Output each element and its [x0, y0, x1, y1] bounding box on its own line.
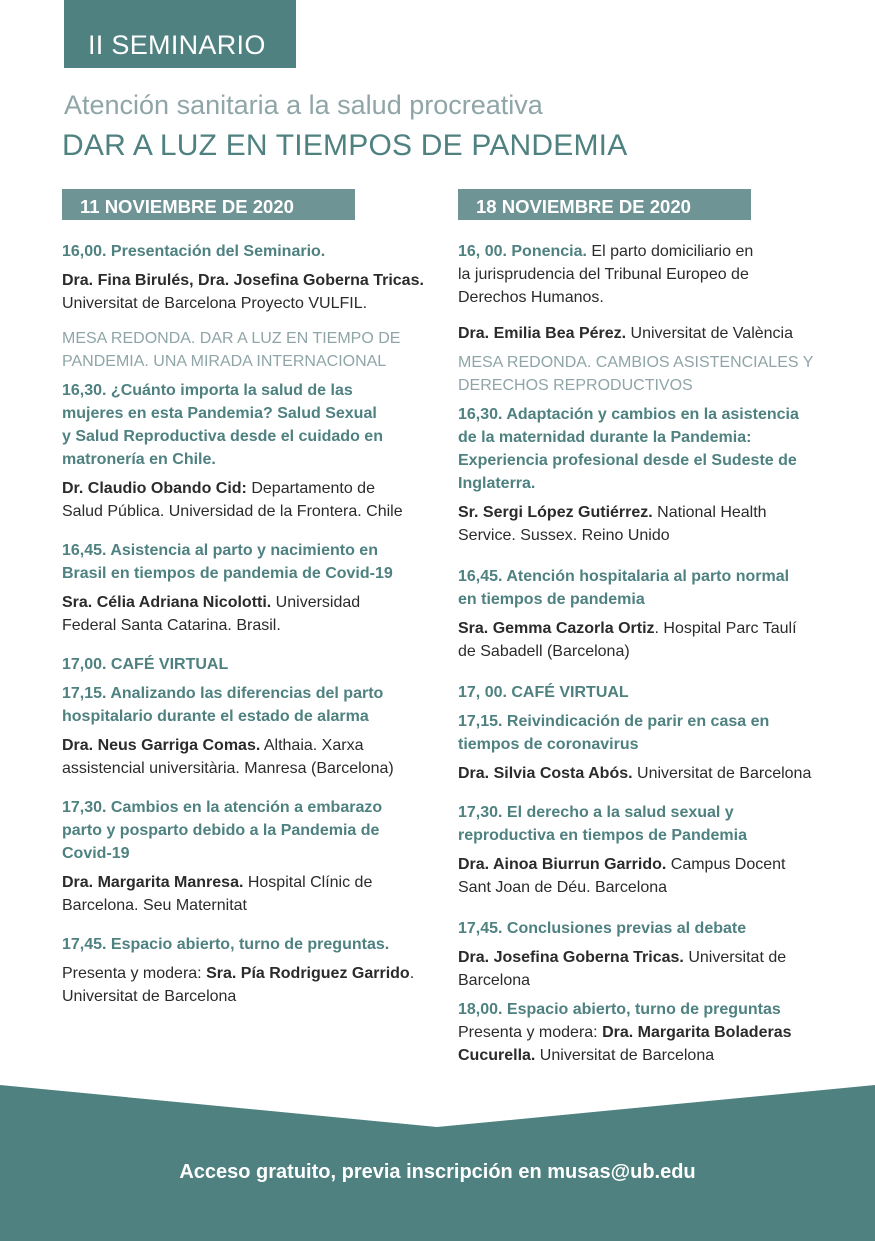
- session-hospitalaria: 16,45. Atención hospitalaria al parto normal en tiempos de pandemia Sra. Gemma Cazorla Ortiz. Hospital Parc Taulí de Sabadell (Barcelona): [458, 568, 797, 660]
- program-day2: [458, 240, 848, 1067]
- session-brasil: 16,45. Asistencia al parto y nacimiento en Brasil en tiempos de pandemia de Covid-19 Sra. Célia Adriana Nicolotti. Universidad Federal Santa Catarina. Brasil.: [62, 542, 393, 634]
- program-day1: [62, 240, 442, 1008]
- round-table-heading: MESA REDONDA. CAMBIOS ASISTENCIALES Y DERECHOS REPRODUCTIVOS: [458, 354, 814, 394]
- speaker-name: Sra. Célia Adriana Nicolotti.: [62, 594, 272, 611]
- session-coffee: 17,00. CAFÉ VIRTUAL: [62, 656, 229, 673]
- session-ponencia: 16, 00. Ponencia. El parto domiciliario en la jurisprudencia del Tribunal Europeo de Derechos Humanos. Dra. Emilia Bea Pérez. Universitat de València: [458, 243, 793, 342]
- session-coronavirus: 17,15. Reivindicación de parir en casa en tiempos de coronavirus Dra. Silvia Costa Abós. Universitat de Barcelona: [458, 713, 812, 782]
- session-coffee: 17, 00. CAFÉ VIRTUAL: [458, 684, 629, 701]
- session-inglaterra: 16,30. Adaptación y cambios en la asistencia de la maternidad durante la Pandemia: Experiencia profesional desde el Sudeste de Inglaterra. Sr. Sergi López Gutiérrez. National Health Service. Sussex. Reino Unido: [458, 406, 799, 544]
- speaker-name: Dr. Claudio Obando Cid:: [62, 480, 247, 497]
- date-bar-day2: 18 NOVIEMBRE DE 2020: [458, 189, 751, 220]
- session-chile: 16,30. ¿Cuánto importa la salud de las mujeres en esta Pandemia? Salud Sexual y Salud Reproductiva desde el cuidado en matronería en Chile. Dr. Claudio Obando Cid: Departamento de Salud Pública. Universidad de la Frontera. Chile: [62, 382, 403, 520]
- page-title: DAR A LUZ EN TIEMPOS DE PANDEMIA: [62, 129, 628, 162]
- speaker-name: Dra. Silvia Costa Abós.: [458, 765, 633, 782]
- page-subtitle: Atención sanitaria a la salud procreativa: [64, 90, 543, 120]
- speaker-name: Dra. Margarita Manresa.: [62, 874, 244, 891]
- registration-info: Acceso gratuito, previa inscripción en musas@ub.edu: [179, 1161, 696, 1183]
- session-conclusiones: 17,45. Conclusiones previas al debate Dra. Josefina Goberna Tricas. Universitat de Barcelona: [458, 920, 787, 989]
- speaker-name: Sra. Pía Rodriguez Garrido: [206, 965, 410, 982]
- session-derecho: 17,30. El derecho a la salud sexual y reproductiva en tiempos de Pandemia Dra. Ainoa Biurrun Garrido. Campus Docent Sant Joan de Déu. Barcelona: [458, 804, 786, 896]
- speaker-name: Dra. Margarita Boladeras: [602, 1024, 792, 1041]
- speaker-name: Dra. Fina Birulés, Dra. Josefina Goberna Tricas.: [62, 272, 424, 289]
- speaker-name: Sra. Gemma Cazorla Ortiz: [458, 620, 655, 637]
- session-title: 16, 00. Ponencia.: [458, 243, 587, 260]
- date-bar-day1: 11 NOVIEMBRE DE 2020: [62, 189, 355, 220]
- speaker-name: Sr. Sergi López Gutiérrez.: [458, 504, 653, 521]
- speaker-name: Dra. Josefina Goberna Tricas.: [458, 949, 684, 966]
- seminar-badge: II SEMINARIO: [64, 0, 296, 68]
- speaker-affiliation: Universitat de Barcelona Proyecto VULFIL.: [62, 295, 368, 312]
- session-embarazo: 17,30. Cambios en la atención a embarazo parto y posparto debido a la Pandemia de Covid-19 Dra. Margarita Manresa. Hospital Clínic de Barcelona. Seu Maternitat: [62, 799, 383, 914]
- round-table-heading: MESA REDONDA. DAR A LUZ EN TIEMPO DE PANDEMIA. UNA MIRADA INTERNACIONAL: [62, 330, 401, 370]
- session-presentation: [62, 240, 442, 315]
- session-preguntas: 17,45. Espacio abierto, turno de preguntas. Presenta y modera: Sra. Pía Rodriguez Garrido. Universitat de Barcelona: [62, 936, 415, 1005]
- session-title: 16,00. Presentación del Seminario.: [62, 243, 326, 260]
- speaker-name: Dra. Neus Garriga Comas.: [62, 737, 261, 754]
- session-alarma: 17,15. Analizando las diferencias del parto hospitalario durante el estado de alarma Dra. Neus Garriga Comas. Althaia. Xarxa assistencial universitària. Manresa (Barcelona): [62, 685, 394, 777]
- speaker-name: Dra. Emilia Bea Pérez.: [458, 325, 627, 342]
- speaker-name: Dra. Ainoa Biurrun Garrido.: [458, 856, 667, 873]
- session-preguntas: 18,00. Espacio abierto, turno de preguntas Presenta y modera: Dra. Margarita Boladeras Cucurella. Universitat de Barcelona: [458, 1001, 792, 1064]
